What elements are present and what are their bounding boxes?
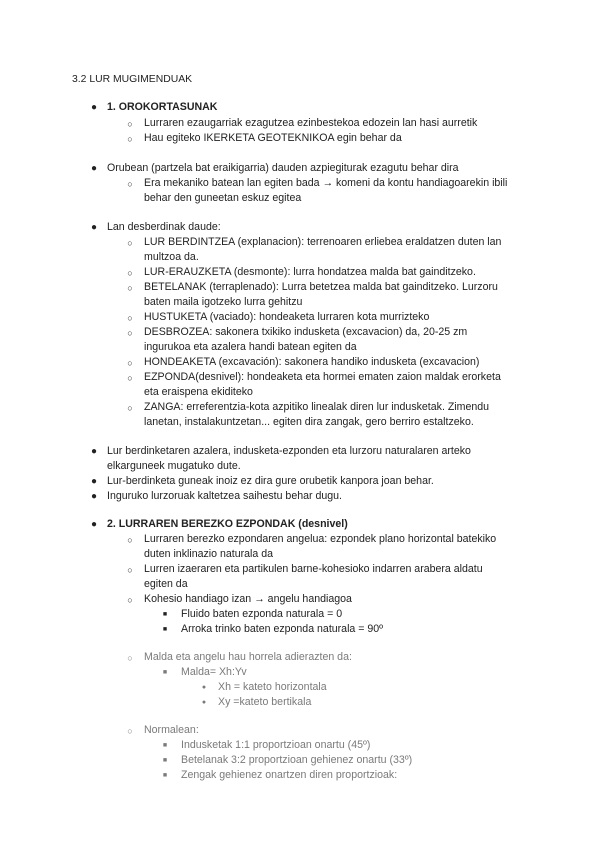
section-2-title: 2. LURRAREN BEREZKO EZPONDAK (desnivel): [107, 518, 348, 530]
bullet-circle-icon: ○: [127, 268, 133, 278]
bullet-square-icon: ■: [162, 757, 168, 764]
bullet-disc-icon: ●: [201, 684, 207, 691]
lan-item-l1: HONDEAKETA (excavación): sakonera handiko indusketa (excavacion): [144, 356, 480, 368]
bullet-circle-icon: ○: [127, 373, 133, 383]
bullet-circle-icon: ○: [127, 595, 133, 605]
bullet-circle-icon: ○: [127, 313, 133, 323]
bullet-circle-icon: ○: [127, 726, 133, 736]
lan-item-l1: EZPONDA(desnivel): hondeaketa eta hormei ematen zaion maldak erorketa: [144, 371, 501, 383]
b2-sub-line-1: Era mekaniko batean lan egiten bada → komeni da kontu handiagoarekin ibili: [144, 177, 508, 189]
lan-item-l1: HUSTUKETA (vaciado): hondeaketa lurraren kota murrizteko: [144, 311, 430, 323]
bullet-disc-icon: ●: [90, 102, 98, 113]
s2-sub-2-l1: Lurren izaeraren eta partikulen barne-kohesioko indarren arabera aldatu: [144, 563, 483, 575]
bullet-circle-icon: ○: [127, 535, 133, 545]
bullet-lur-berdinketa-l2: elkarguneek mugatuko dute.: [107, 460, 241, 472]
bullet-guneak: Lur-berdinketa guneak inoiz ez dira gure orubetik kanpora joan behar.: [107, 475, 434, 487]
s2-fluido: Fluido baten ezponda naturala = 0: [181, 608, 343, 620]
s2-sub-3: Kohesio handiago izan → angelu handiagoa: [144, 593, 352, 605]
bullet-disc-icon: ●: [90, 163, 98, 174]
b2-sub-line-2: behar den guneetan eskuz egitea: [144, 192, 302, 204]
lan-item-l1: LUR BERDINTZEA (explanacion): terrenoaren erliebea eraldatzen duten lan: [144, 236, 502, 248]
bullet-square-icon: ■: [162, 772, 168, 779]
s1-sub-1: Lurraren ezaugarriak ezagutzea ezinbestekoa edozein lan hasi aurretik: [144, 117, 478, 129]
lan-item-l1: ZANGA: erreferentzia-kota azpitiko linealak diren lur indusketak. Zimendu: [144, 401, 490, 413]
bullet-circle-icon: ○: [127, 238, 133, 248]
s2-malda: Malda= Xh:Yv: [181, 666, 247, 678]
bullet-disc-icon: ●: [90, 222, 98, 233]
bullet-circle-icon: ○: [127, 134, 133, 144]
bullet-disc-icon: ●: [90, 491, 98, 502]
section-1-title: 1. OROKORTASUNAK: [107, 101, 218, 113]
lan-item-l1: BETELANAK (terraplenado): Lurra betetzea malda bat gainditzeko. Lurzoru: [144, 281, 498, 293]
lan-item-l2: baten maila igotzeko lurra gehitzu: [144, 296, 303, 308]
bullet-disc-icon: ●: [90, 446, 98, 457]
bullet-lan-desberdinak: Lan desberdinak daude:: [107, 221, 221, 233]
bullet-square-icon: ■: [162, 626, 168, 633]
lan-item-l1: DESBROZEA: sakonera txikiko indusketa (excavacion) da, 20-25 zm: [144, 326, 468, 338]
lan-item-l2: multzoa da.: [144, 251, 199, 263]
bullet-circle-icon: ○: [127, 653, 133, 663]
s1-sub-2: Hau egiteko IKERKETA GEOTEKNIKOA egin behar da: [144, 132, 402, 144]
lan-item-l2: ingurukoa eta azalera handi batean egiten da: [144, 341, 357, 353]
bullet-disc-icon: ●: [90, 519, 98, 530]
s2-xy: Xy =kateto bertikala: [218, 696, 312, 708]
bullet-square-icon: ■: [162, 669, 168, 676]
s2-arroka: Arroka trinko baten ezponda naturala = 90º: [181, 623, 384, 635]
bullet-disc-icon: ●: [201, 699, 207, 706]
s2-sub-5: Normalean:: [144, 724, 199, 736]
bullet-orubean: Orubean (partzela bat eraikigarria) dauden azpiegiturak ezagutu behar dira: [107, 162, 459, 174]
s2-sub-1-l2: duten inklinazio naturala da: [144, 548, 273, 560]
bullet-circle-icon: ○: [127, 328, 133, 338]
bullet-inguruko: Inguruko lurzoruak kaltetzea saihestu behar dugu.: [107, 490, 342, 502]
lan-item-l1: LUR-ERAUZKETA (desmonte): lurra hondatzea malda bat gainditzeko.: [144, 266, 476, 278]
bullet-circle-icon: ○: [127, 283, 133, 293]
s2-sub-1-l1: Lurraren berezko ezpondaren angelua: ezpondek plano horizontal batekiko: [144, 533, 497, 545]
bullet-square-icon: ■: [162, 611, 168, 618]
lan-item-l2: eta eraispena ekiditeko: [144, 386, 253, 398]
bullet-circle-icon: ○: [127, 119, 133, 129]
s2-indusketak: Indusketak 1:1 proportzioan onartu (45º): [181, 739, 371, 751]
bullet-lur-berdinketa-l1: Lur berdinketaren azalera, indusketa-ezponden eta lurzoru naturalaren arteko: [107, 445, 471, 457]
bullet-disc-icon: ●: [90, 476, 98, 487]
s2-xh: Xh = kateto horizontala: [218, 681, 327, 693]
section-heading: 3.2 LUR MUGIMENDUAK: [72, 74, 193, 85]
bullet-circle-icon: ○: [127, 358, 133, 368]
bullet-circle-icon: ○: [127, 403, 133, 413]
s2-sub-4: Malda eta angelu hau horrela adierazten da:: [144, 651, 352, 663]
bullet-circle-icon: ○: [127, 565, 133, 575]
s2-sub-2-l2: egiten da: [144, 578, 188, 590]
s2-betelanak: Betelanak 3:2 proportzioan gehienez onartu (33º): [181, 754, 413, 766]
bullet-circle-icon: ○: [127, 179, 133, 189]
bullet-square-icon: ■: [162, 742, 168, 749]
s2-zengak: Zengak gehienez onartzen diren proportzioak:: [181, 769, 398, 781]
lan-item-l2: lanetan, instalakuntzetan... egiten dira zangak, gero berriro estaltzeko.: [144, 416, 474, 428]
